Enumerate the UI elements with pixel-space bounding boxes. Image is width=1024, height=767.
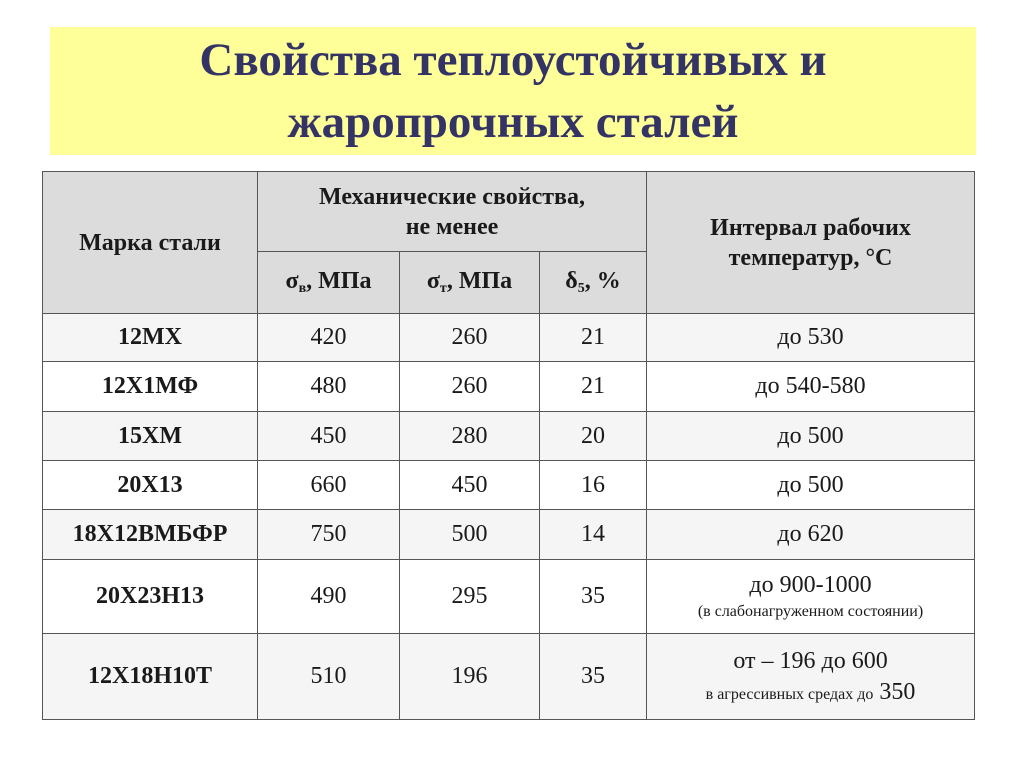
title-line-1: Свойства теплоустойчивых и [199,34,827,86]
table-row [43,362,975,412]
cell-sigma-t: 295 [400,560,540,634]
page-title [199,29,826,153]
cell-temperature: до 620 [647,510,975,560]
cell-sigma-b: 660 [258,461,400,510]
header-sigma-t: $\sigma_т$, МПа [400,252,540,314]
cell-delta-5: 14 [540,510,647,560]
header-temperature-line-1: Интервал рабочих [710,214,911,241]
cell-grade: 20Х23Н13 [43,560,258,634]
temperature-note-value: 350 [879,678,916,705]
cell-temperature: до 530 [647,314,975,362]
header-delta-5: $\delta_5$, % [540,252,647,314]
cell-temperature [647,560,975,634]
cell-sigma-b: 450 [258,412,400,461]
cell-sigma-b: 510 [258,634,400,720]
temperature-value: от – 196 до 600 [733,647,888,674]
steel-properties-table [42,171,975,720]
cell-delta-5: 21 [540,314,647,362]
cell-sigma-b: 420 [258,314,400,362]
title-line-2: жаропрочных сталей [287,96,739,148]
table-row [43,560,975,634]
cell-grade: 12Х18Н10Т [43,634,258,720]
header-mechanical-line-1: Механические свойства, [319,183,585,210]
table-row [43,510,975,560]
table-row [43,314,975,362]
cell-temperature: до 500 [647,461,975,510]
cell-delta-5: 21 [540,362,647,412]
table-row [43,412,975,461]
cell-grade: 12МХ [43,314,258,362]
cell-sigma-t: 500 [400,510,540,560]
cell-sigma-t: 196 [400,634,540,720]
header-mechanical-line-2: не менее [405,213,499,240]
cell-sigma-b: 480 [258,362,400,412]
cell-sigma-b: 750 [258,510,400,560]
header-temperature [647,172,975,314]
cell-delta-5: 20 [540,412,647,461]
table-row [43,461,975,510]
temperature-note: (в слабонагруженном состоянии) [697,603,924,620]
temperature-value: до 900-1000 [749,572,872,598]
cell-grade: 18Х12ВМБФР [43,510,258,560]
cell-sigma-t: 450 [400,461,540,510]
header-mechanical [258,172,647,252]
cell-grade: 15ХМ [43,412,258,461]
temperature-note-line [647,679,974,706]
cell-delta-5: 35 [540,634,647,720]
cell-temperature: до 500 [647,412,975,461]
table-row [43,634,975,720]
header-temperature-line-2: температур, °С [728,244,893,271]
header-grade: Марка стали [43,172,258,314]
cell-sigma-b: 490 [258,560,400,634]
cell-sigma-t: 280 [400,412,540,461]
cell-sigma-t: 260 [400,314,540,362]
cell-grade: 20Х13 [43,461,258,510]
header-sigma-b: $\sigma_в$, МПа [258,252,400,314]
cell-sigma-t: 260 [400,362,540,412]
cell-delta-5: 16 [540,461,647,510]
cell-temperature: до 540-580 [647,362,975,412]
cell-delta-5: 35 [540,560,647,634]
cell-temperature [647,634,975,720]
temperature-note: в агрессивных средах до [705,685,874,703]
title-banner [50,27,976,155]
cell-grade: 12Х1МФ [43,362,258,412]
